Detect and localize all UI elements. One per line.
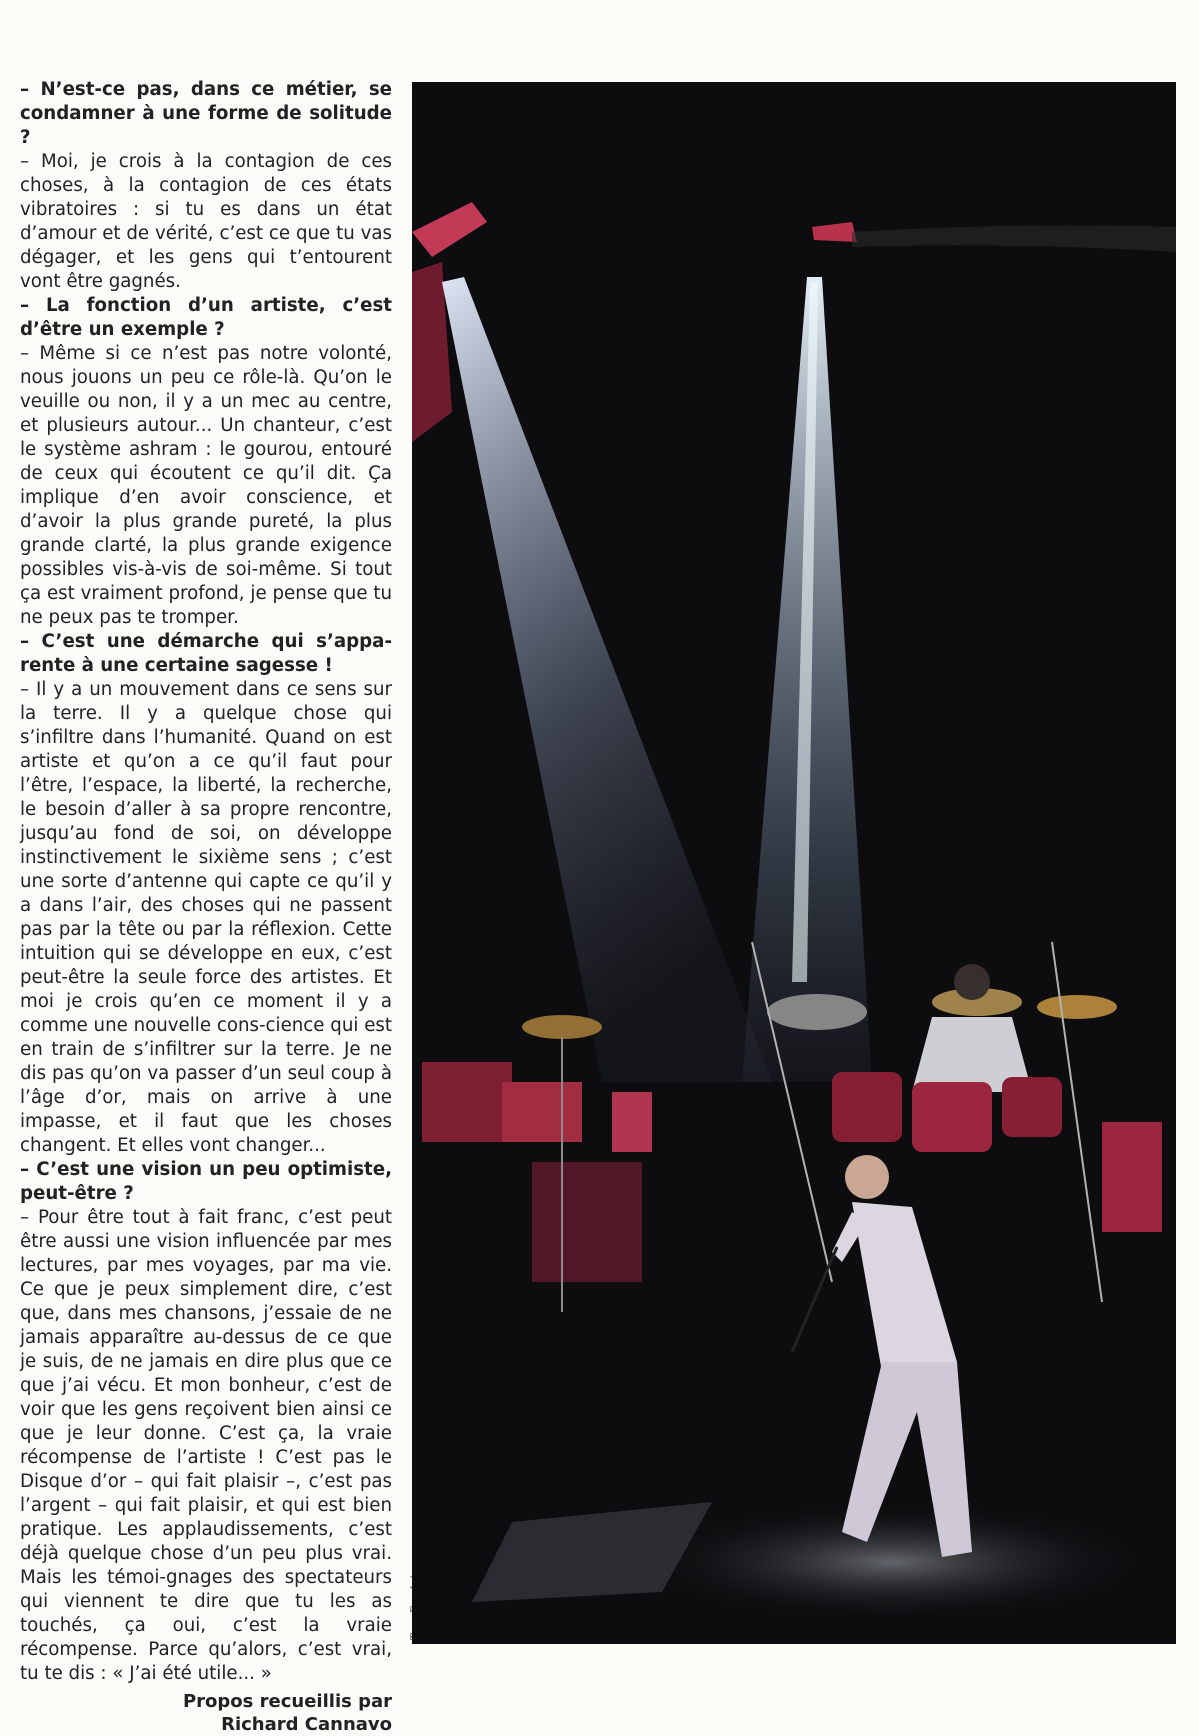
concert-photo-illustration: [412, 82, 1176, 1644]
credit-line-2: Richard Cannavo: [221, 1714, 392, 1735]
question-1: – N’est-ce pas, dans ce métier, se condamner à une forme de solitude ?: [20, 79, 392, 148]
question-4: – C’est une vision un peu optimiste, peut-être ?: [20, 1159, 392, 1204]
interview-column: [20, 78, 392, 1736]
credit-line-1: Propos recueillis par: [182, 1691, 392, 1712]
answer-4: – Pour être tout à fait franc, c’est peut être aussi une vision influencée par mes lectures, par mes voyages, par ma vie. Ce que je peux simplement dire, c’est que, dans mes chansons, j’essaie de ne jamais apparaître au-dessus de ce que je suis, de ne jamais en dire plus que ce que j’ai vécu. Et mon bonheur, c’est de voir que les gens reçoivent bien ainsi ce que je leur donne. C’est ça, la vraie récompense de l’artiste ! C’est pas le Disque d’or – qui fait plaisir –, c’est pas l’argent – qui fait plaisir, et qui est bien pratique. Les applaudissements, c’est déjà quelque chose d’un peu plus vrai. Mais les témoi-gnages des spectateurs qui viennent te dire que tu les as touchés, ça oui, c’est la vraie récompense. Parce qu’alors, c’est vrai, tu te dis : « J’ai été utile... »: [20, 1207, 392, 1684]
answer-1: – Moi, je crois à la contagion de ces choses, à la contagion de ces états vibratoires : si tu es dans un état d’amour et de vérité, c’est ce que tu vas dégager, et les gens qui t’entourent vont être gagnés.: [20, 151, 392, 292]
answer-3: – Il y a un mouvement dans ce sens sur la terre. Il y a quelque chose qui s’infiltre dans l’humanité. Quand on est artiste et qu’on a ce qu’il faut pour l’être, l’espace, la liberté, la recherche, le besoin d’aller à sa propre rencontre, jusqu’au fond de soi, on développe instinctivement le sixième sens ; c’est une sorte d’antenne qui capte ce qu’il y a dans l’air, des choses qui ne passent pas par la tête ou par la réflexion. Cette intuition qui se développe en eux, c’est peut-être la seule force des artistes. Et moi je crois qu’en ce moment il y a comme une nouvelle cons-cience qui est en train de s’infiltrer sur la terre. Je ne dis pas qu’on va passer d’un seul coup à l’âge d’or, mais on arrive à une impasse, et il faut que les choses changent. Et elles vont changer...: [20, 679, 392, 1156]
author-credit: [20, 1690, 392, 1736]
question-2: – La fonction d’un artiste, c’est d’être un exemple ?: [20, 295, 392, 340]
answer-2: – Même si ce n’est pas notre volonté, nous jouons un peu ce rôle-là. Qu’on le veuille ou non, il y a un mec au centre, et plusieurs autour... Un chanteur, c’est le système ashram : le gourou, entouré de ceux qui écoutent ce qu’il dit. Ça implique d’en avoir conscience, et d’avoir la plus grande pureté, la plus grande clarté, la plus grande exigence possibles vis-à-vis de soi-même. Si tout ça est vraiment profond, je pense que tu ne peux pas te tromper.: [20, 343, 392, 628]
question-3: – C’est une démarche qui s’appa-rente à une certaine sagesse !: [20, 631, 392, 676]
concert-photo: [412, 82, 1176, 1644]
